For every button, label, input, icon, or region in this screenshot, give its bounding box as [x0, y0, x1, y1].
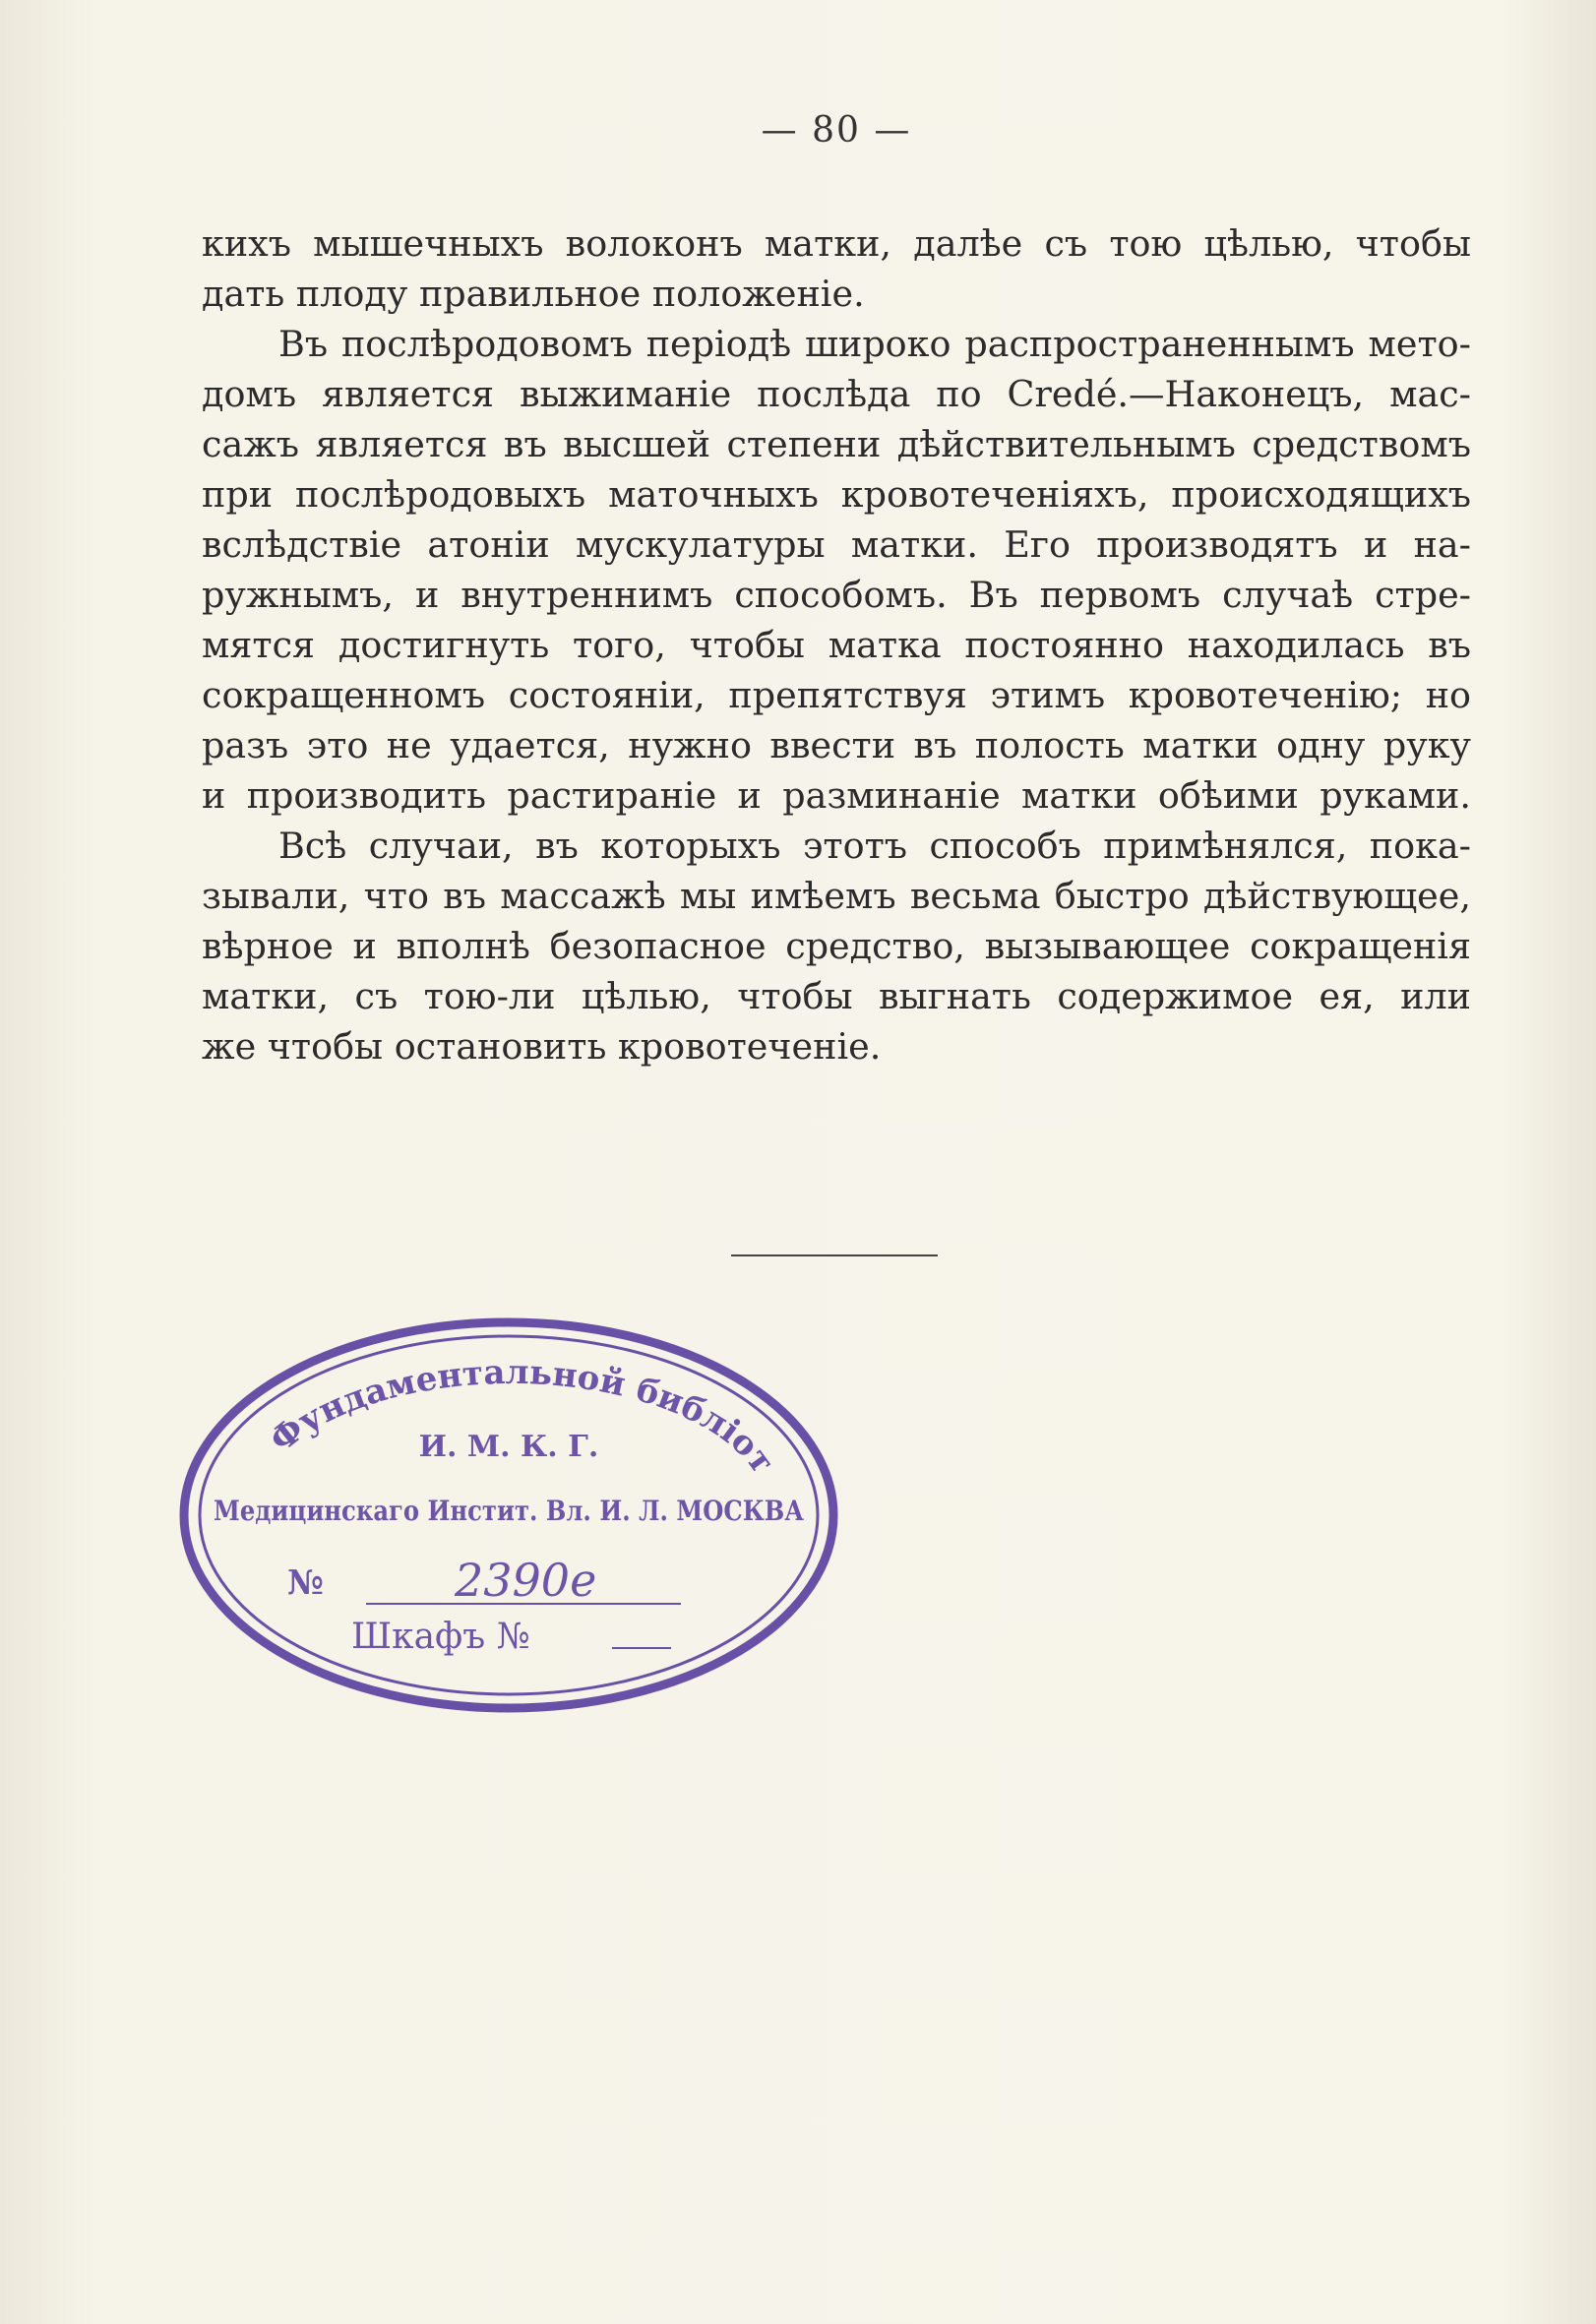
stamp-number-prefix: № [287, 1563, 324, 1603]
text-line: вслѣдствіе атоніи мускулатуры матки. Его производятъ и на- [202, 523, 1471, 566]
stamp-arc-text: Фундаментальной библіот [263, 1352, 782, 1482]
separator-rule [731, 1254, 938, 1256]
stamp-shelf-label: Шкафъ № [351, 1617, 530, 1657]
text-line: ружнымъ, и внутреннимъ способомъ. Въ первомъ случаѣ стре- [202, 574, 1471, 616]
stamp-line1: И. М. К. Г. [418, 1430, 599, 1464]
text-line: Всѣ случаи, въ которыхъ этотъ способъ примѣнялся, пока- [278, 825, 1471, 867]
library-stamp [169, 1309, 848, 1722]
text-line: сокращенномъ состояніи, препятствуя этимъ кровотеченію; но [202, 674, 1471, 716]
stamp-line2: Медицинскаго Инстит. Вл. И. Л. МОСКВА [214, 1495, 805, 1527]
text-line: же чтобы остановить кровотеченіе. [202, 1025, 882, 1068]
text-line: кихъ мышечныхъ волоконъ матки, далѣе съ тою цѣлью, чтобы [202, 222, 1471, 265]
text-line: разъ это не удается, нужно ввести въ полость матки одну руку [202, 724, 1471, 766]
text-line: зывали, что въ массажѣ мы имѣемъ весьма быстро дѣйствующее, [202, 875, 1471, 917]
library-stamp-graphic [169, 1309, 848, 1722]
text-line: матки, съ тою-ли цѣлью, чтобы выгнать содержимое ея, или [202, 975, 1471, 1017]
text-line: Въ послѣродовомъ періодѣ широко распространеннымъ мето- [278, 323, 1471, 365]
text-line: дать плоду правильное положеніе. [202, 273, 865, 315]
body-text [202, 218, 1471, 1071]
text-line: мятся достигнуть того, чтобы матка постоянно находилась въ [202, 624, 1471, 666]
stamp-number-value: 2390е [455, 1554, 597, 1607]
text-line: домъ является выжиманіе послѣда по Credé.—Наконецъ, мас- [202, 373, 1471, 415]
text-line: сажъ является въ высшей степени дѣйствительнымъ средствомъ [202, 423, 1471, 465]
text-line: при послѣродовыхъ маточныхъ кровотеченіяхъ, происходящихъ [202, 473, 1471, 516]
text-line: и производить растираніе и разминаніе матки обѣими руками. [202, 774, 1471, 817]
page-number: — 80 — [761, 110, 912, 151]
text-line: вѣрное и вполнѣ безопасное средство, вызывающее сокращенія [202, 925, 1471, 967]
